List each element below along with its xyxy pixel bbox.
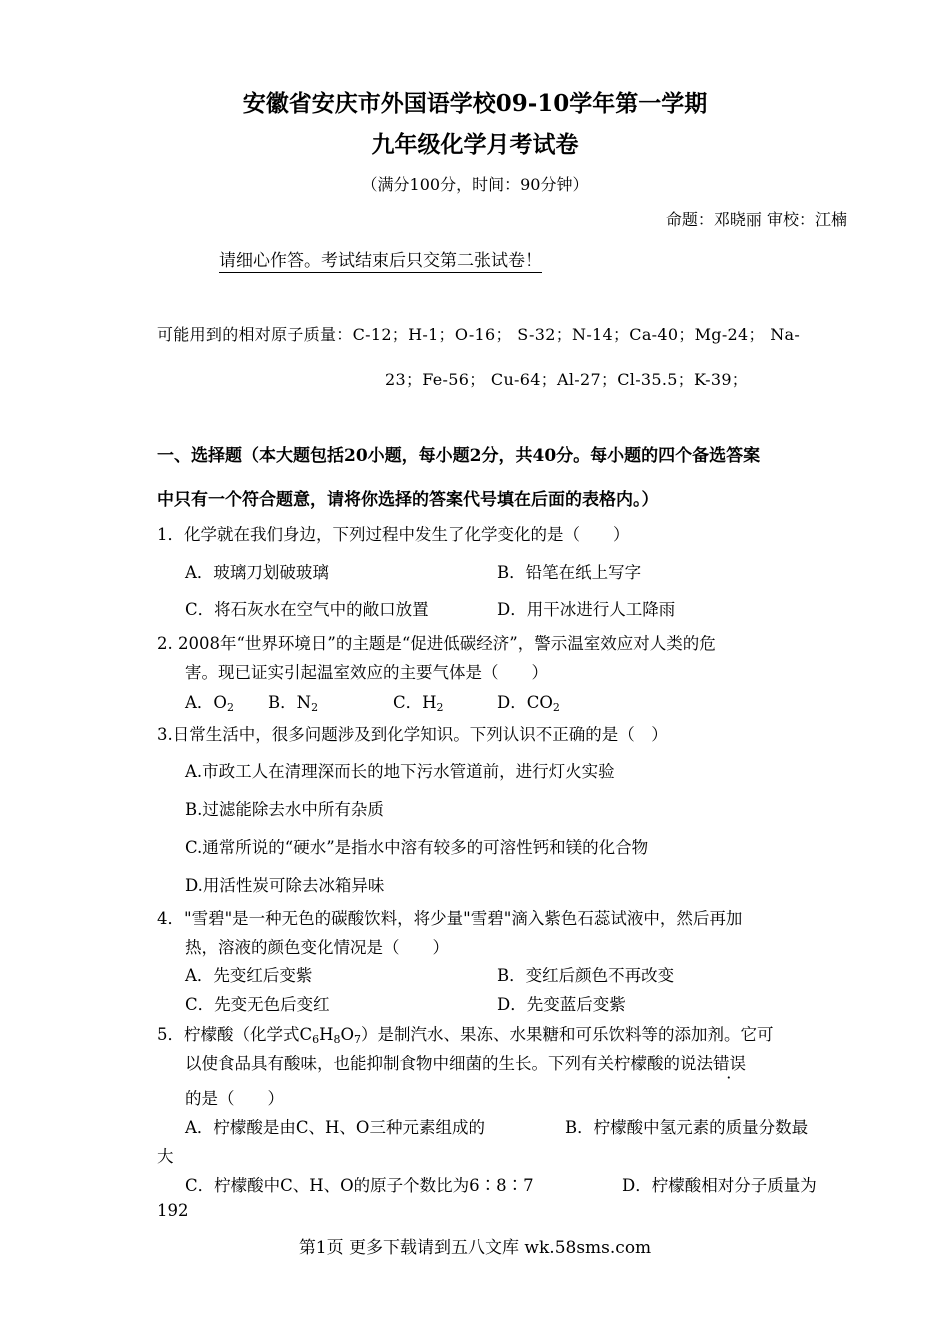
exam-title-line2: 九年级化学月考试卷: [371, 131, 579, 158]
atomic-mass-line1: 可能用到的相对原子质量：C-12；H-1；O-16； S-32；N-14；Ca-40；Mg-24； Na-: [157, 325, 801, 344]
q2-option-c: C．$H_2$: [393, 693, 444, 714]
q1-stem: 1．化学就在我们身边，下列过程中发生了化学变化的是（ ）: [157, 525, 630, 544]
q5-option-b-continued: 大: [157, 1147, 174, 1166]
q1-option-c: C．将石灰水在空气中的敞口放置: [185, 600, 429, 619]
q3-option-a: A.市政工人在清理深而长的地下污水管道前，进行灯火实验: [185, 762, 615, 781]
q2-stem-line1: 2. 2008年“世界环境日”的主题是“促进低碳经济”，警示温室效应对人类的危: [157, 634, 716, 653]
section1-heading-line2: 中只有一个符合题意，请将你选择的答案代号填在后面的表格内。）: [157, 490, 659, 510]
q5-option-d-continued: 192: [157, 1201, 189, 1220]
q5-stem-line1: 5．柠檬酸（化学式$C_6H_8O_7$）是制汽水、果冻、水果糖和可乐饮料等的添加剂。它可: [157, 1025, 774, 1046]
q1-option-b: B．铅笔在纸上写字: [497, 563, 642, 582]
q5-emphasis-word: 错误: [713, 1054, 746, 1073]
exam-title-line1: 安徽省安庆市外国语学校09-10学年第一学期: [242, 90, 708, 117]
section1-heading-line1: 一、选择题（本大题包括20小题，每小题2分，共40分。每小题的四个备选答案: [157, 446, 761, 466]
q4-option-c: C．先变无色后变红: [185, 995, 330, 1014]
q3-option-d: D.用活性炭可除去冰箱异味: [185, 876, 385, 895]
q4-option-d: D．先变蓝后变紫: [497, 995, 626, 1014]
q5-stem-line2: 以使食品具有酸味，也能抑制食物中细菌的生长。下列有关柠檬酸的说法错误: [185, 1054, 746, 1073]
q4-stem-line2: 热，溶液的颜色变化情况是（ ）: [185, 938, 449, 957]
q2-option-a: A．$O_2$: [185, 693, 234, 714]
q3-stem: 3.日常生活中，很多问题涉及到化学知识。下列认识不正确的是（ ）: [157, 725, 668, 744]
exam-subtitle: （满分100分，时间：90分钟）: [361, 175, 589, 194]
q3-option-b: B.过滤能除去水中所有杂质: [185, 800, 384, 819]
exam-author: 命题：邓晓丽 审校：江楠: [665, 210, 847, 229]
q5-option-d: D．柠檬酸相对分子质量为: [622, 1176, 817, 1195]
q5-option-a: A．柠檬酸是由C、H、O三种元素组成的: [185, 1118, 485, 1137]
q4-option-a: A．先变红后变紫: [185, 966, 313, 985]
atomic-mass-line2: 23；Fe-56； Cu-64；Al-27；Cl-35.5；K-39；: [385, 370, 749, 389]
q5-option-b: B．柠檬酸中氢元素的质量分数最: [565, 1118, 809, 1137]
q2-option-b: B．$N_2$: [268, 693, 319, 714]
q5-option-c: C．柠檬酸中C、H、O的原子个数比为6∶8∶7: [185, 1176, 534, 1195]
exam-notice: 请细心作答。考试结束后只交第二张试卷！: [219, 246, 542, 273]
q1-option-a: A．玻璃刀划破玻璃: [185, 563, 329, 582]
q3-option-c: C.通常所说的“硬水”是指水中溶有较多的可溶性钙和镁的化合物: [185, 838, 649, 857]
q2-option-d: D．$CO_2$: [497, 693, 560, 714]
page-footer: 第1页 更多下载请到五八文库 wk.58sms.com: [298, 1238, 652, 1258]
q4-stem-line1: 4．"雪碧"是一种无色的碳酸饮料，将少量"雪碧"滴入紫色石蕊试液中，然后再加: [157, 909, 743, 928]
q5-stem-line3: 的是（ ）: [185, 1089, 284, 1108]
q2-stem-line2: 害。现已证实引起温室效应的主要气体是（ ）: [185, 663, 548, 682]
q4-option-b: B．变红后颜色不再改变: [497, 966, 675, 985]
q1-option-d: D．用干冰进行人工降雨: [497, 600, 676, 619]
